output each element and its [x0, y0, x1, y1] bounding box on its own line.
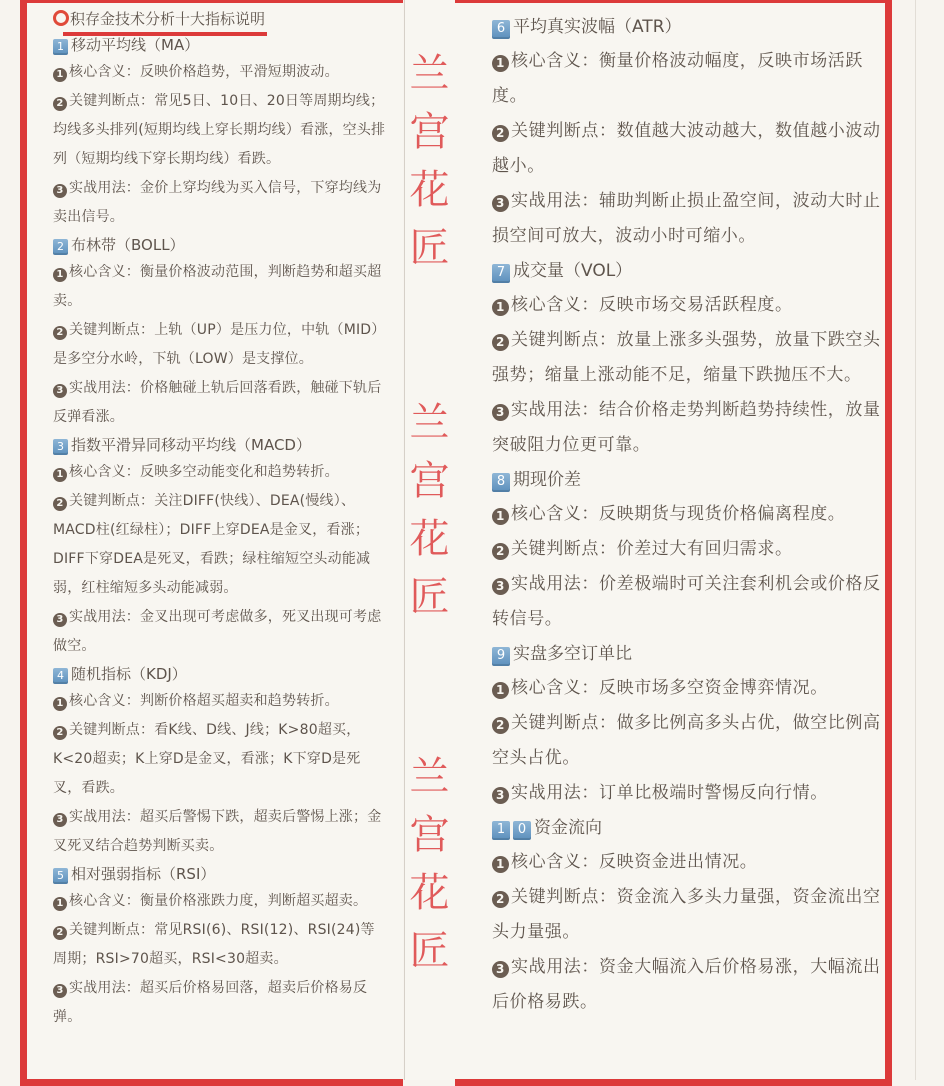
right-column	[492, 10, 884, 1020]
point-text: 关键判断点：放量上涨多头强势，放量下跌空头强势；缩量上涨动能不足，缩量下跌抛压不大。	[492, 330, 881, 385]
keycap-number-icon	[492, 463, 513, 497]
point-text: 实战用法：金价上穿均线为买入信号，下穿均线为卖出信号。	[53, 180, 382, 225]
left-sections	[53, 32, 388, 1032]
numbered-bullet-icon: 3	[492, 961, 509, 978]
point-text: 核心含义：反映资金进出情况。	[511, 852, 758, 872]
keycap-digit-icon: 5	[53, 868, 68, 884]
right-sections	[492, 10, 884, 1020]
section-title: 期现价差	[513, 470, 581, 490]
numbered-bullet-icon: 2	[492, 717, 509, 734]
indicator-point	[53, 316, 388, 374]
point-text: 核心含义：反映期货与现货价格偏离程度。	[511, 504, 846, 524]
indicator-point	[492, 880, 884, 950]
numbered-bullet-icon: 3	[53, 813, 67, 827]
keycap-digit-icon: 3	[53, 439, 68, 455]
keycap-digit-icon: 1	[53, 39, 68, 55]
watermark	[404, 748, 455, 980]
point-text: 核心含义：衡量价格波动范围，判断趋势和超买超卖。	[53, 264, 382, 309]
point-text: 关键判断点：常见5日、10日、20日等周期均线；均线多头排列(短期均线上穿长期均线）看涨，空头排列（短期均线下穿长期均线）看跌。	[53, 93, 386, 167]
indicator-section	[492, 463, 884, 637]
point-text: 实战用法：结合价格走势判断趋势持续性，放量突破阻力位更可靠。	[492, 400, 881, 455]
numbered-bullet-icon: 3	[492, 404, 509, 421]
indicator-section	[492, 637, 884, 811]
section-title: 移动平均线（MA）	[71, 36, 200, 54]
section-title: 布林带（BOLL）	[71, 236, 185, 254]
indicator-point	[492, 567, 884, 637]
numbered-bullet-icon: 3	[492, 787, 509, 804]
indicator-point	[53, 58, 388, 87]
indicator-point	[53, 803, 388, 861]
numbered-bullet-icon: 2	[53, 97, 67, 111]
section-title: 指数平滑异同移动平均线（MACD）	[71, 436, 311, 454]
numbered-bullet-icon: 1	[492, 508, 509, 525]
indicator-point	[53, 716, 388, 803]
point-text: 核心含义：判断价格超买超卖和趋势转折。	[69, 693, 339, 709]
section-heading	[492, 10, 884, 44]
point-text: 实战用法：超买后价格易回落，超卖后价格易反弹。	[53, 980, 368, 1025]
keycap-number-icon	[53, 861, 71, 887]
watermark-char: 宫	[409, 458, 450, 504]
point-text: 核心含义：反映多空动能变化和趋势转折。	[69, 464, 339, 480]
watermark	[404, 45, 455, 277]
indicator-point	[492, 671, 884, 706]
indicator-point	[53, 487, 388, 603]
edge-line	[915, 0, 916, 1080]
watermark-char: 宫	[409, 812, 450, 858]
indicator-section	[53, 232, 388, 432]
keycap-digit-icon: 7	[492, 264, 510, 283]
section-title: 相对强弱指标（RSI）	[71, 865, 216, 883]
numbered-bullet-icon: 1	[492, 55, 509, 72]
numbered-bullet-icon: 3	[53, 984, 67, 998]
section-heading	[53, 861, 388, 887]
point-text: 关键判断点：资金流入多头力量强，资金流出空头力量强。	[492, 887, 881, 942]
indicator-point	[53, 603, 388, 661]
keycap-digit-icon: 2	[53, 239, 68, 255]
indicator-section	[492, 10, 884, 254]
keycap-number-icon	[53, 661, 71, 687]
point-text: 实战用法：超买后警惕下跌，超卖后警惕上涨；金叉死叉结合趋势判断买卖。	[53, 809, 382, 854]
indicator-point	[492, 184, 884, 254]
numbered-bullet-icon: 3	[53, 184, 67, 198]
point-text: 关键判断点：看K线、D线、J线；K>80超买，K<20超卖；K上穿D是金叉，看涨；K下穿D是死叉，看跌。	[53, 722, 361, 796]
numbered-bullet-icon: 1	[53, 897, 67, 911]
numbered-bullet-icon: 2	[492, 125, 509, 142]
indicator-point	[492, 706, 884, 776]
indicator-point	[53, 887, 388, 916]
numbered-bullet-icon: 3	[492, 195, 509, 212]
indicator-section	[492, 254, 884, 463]
keycap-digit-icon: 8	[492, 473, 510, 492]
indicator-point	[492, 393, 884, 463]
indicator-point	[492, 288, 884, 323]
numbered-bullet-icon: 3	[53, 384, 67, 398]
section-title: 随机指标（KDJ）	[71, 665, 187, 683]
keycap-digit-icon: 9	[492, 647, 510, 666]
point-text: 核心含义：衡量价格波动幅度，反映市场活跃度。	[492, 51, 863, 106]
left-column	[53, 8, 388, 1032]
point-text: 实战用法：价格触碰上轨后回落看跌，触碰下轨后反弹看涨。	[53, 380, 382, 425]
point-text: 关键判断点：价差过大有回归需求。	[511, 539, 793, 559]
keycap-digit-icon: 4	[53, 668, 68, 684]
keycap-digit-icon: 1	[492, 821, 510, 840]
point-text: 实战用法：辅助判断止损止盈空间，波动大时止损空间可放大，波动小时可缩小。	[492, 191, 881, 246]
watermark-char: 兰	[409, 400, 450, 446]
indicator-point	[53, 258, 388, 316]
indicator-point	[492, 532, 884, 567]
indicator-point	[492, 44, 884, 114]
section-title: 平均真实波幅（ATR）	[513, 17, 682, 37]
red-ring-icon	[53, 10, 69, 26]
numbered-bullet-icon: 2	[53, 726, 67, 740]
keycap-number-icon	[492, 811, 534, 845]
numbered-bullet-icon: 2	[492, 543, 509, 560]
watermark-char: 匠	[409, 574, 450, 620]
section-title: 成交量（VOL）	[513, 261, 633, 281]
indicator-point	[53, 687, 388, 716]
point-text: 核心含义：衡量价格涨跌力度，判断超买超卖。	[69, 893, 368, 909]
indicator-point	[53, 374, 388, 432]
watermark-char: 花	[409, 870, 450, 916]
watermark-char: 匠	[409, 928, 450, 974]
point-text: 关键判断点：上轨（UP）是压力位，中轨（MID）是多空分水岭，下轨（LOW）是支撑位。	[53, 322, 386, 367]
numbered-bullet-icon: 1	[53, 268, 67, 282]
watermark-char: 兰	[409, 51, 450, 97]
watermark	[404, 394, 455, 626]
point-text: 关键判断点：做多比例高多头占优，做空比例高空头占优。	[492, 713, 881, 768]
numbered-bullet-icon: 1	[53, 468, 67, 482]
indicator-section	[53, 861, 388, 1032]
section-heading	[53, 232, 388, 258]
title-underline	[63, 32, 267, 36]
keycap-digit-icon: 6	[492, 20, 510, 39]
point-text: 关键判断点：关注DIFF(快线）、DEA(慢线）、MACD柱(红绿柱）；DIFF上穿DEA是金叉，看涨；DIFF下穿DEA是死叉，看跌；绿柱缩短空头动能减弱，红柱缩短多头动能减弱。	[53, 493, 371, 596]
indicator-section	[53, 661, 388, 861]
section-title: 实盘多空订单比	[513, 644, 632, 664]
numbered-bullet-icon: 2	[492, 334, 509, 351]
point-text: 关键判断点：数值越大波动越大，数值越小波动越小。	[492, 121, 881, 176]
indicator-point	[53, 458, 388, 487]
keycap-number-icon	[492, 637, 513, 671]
indicator-point	[492, 114, 884, 184]
numbered-bullet-icon: 1	[492, 856, 509, 873]
keycap-number-icon	[492, 254, 513, 288]
section-heading	[53, 661, 388, 687]
indicator-section	[53, 32, 388, 232]
numbered-bullet-icon: 3	[53, 613, 67, 627]
indicator-point	[492, 323, 884, 393]
keycap-number-icon	[53, 432, 71, 458]
watermark-char: 花	[409, 516, 450, 562]
indicator-point	[492, 950, 884, 1020]
section-title: 资金流向	[534, 818, 602, 838]
keycap-number-icon	[492, 10, 513, 44]
indicator-point	[53, 974, 388, 1032]
section-heading	[492, 637, 884, 671]
indicator-point	[53, 87, 388, 174]
watermark-char: 宫	[409, 109, 450, 155]
indicator-point	[492, 776, 884, 811]
point-text: 核心含义：反映市场交易活跃程度。	[511, 295, 793, 315]
numbered-bullet-icon: 1	[53, 68, 67, 82]
section-heading	[492, 463, 884, 497]
point-text: 实战用法：价差极端时可关注套利机会或价格反转信号。	[492, 574, 881, 629]
section-heading	[53, 432, 388, 458]
point-text: 实战用法：订单比极端时警惕反向行情。	[511, 783, 828, 803]
indicator-point	[492, 845, 884, 880]
numbered-bullet-icon: 1	[492, 299, 509, 316]
point-text: 实战用法：资金大幅流入后价格易涨，大幅流出后价格易跌。	[492, 957, 881, 1012]
section-heading	[492, 254, 884, 288]
point-text: 核心含义：反映价格趋势，平滑短期波动。	[69, 64, 339, 80]
numbered-bullet-icon: 3	[492, 578, 509, 595]
watermark-char: 花	[409, 167, 450, 213]
numbered-bullet-icon: 2	[53, 926, 67, 940]
keycap-number-icon	[53, 232, 71, 258]
point-text: 实战用法：金叉出现可考虑做多，死叉出现可考虑做空。	[53, 609, 382, 654]
numbered-bullet-icon: 1	[492, 682, 509, 699]
keycap-digit-icon: 0	[513, 821, 531, 840]
numbered-bullet-icon: 2	[53, 497, 67, 511]
indicator-point	[53, 916, 388, 974]
point-text: 关键判断点：常见RSI(6)、RSI(12)、RSI(24)等周期；RSI>70超买，RSI<30超卖。	[53, 922, 375, 967]
page-title	[53, 8, 265, 32]
indicator-point	[492, 497, 884, 532]
indicator-section	[53, 432, 388, 661]
indicator-point	[53, 174, 388, 232]
numbered-bullet-icon: 2	[492, 891, 509, 908]
watermark-char: 兰	[409, 754, 450, 800]
indicator-section	[492, 811, 884, 1020]
point-text: 核心含义：反映市场多空资金博弈情况。	[511, 678, 828, 698]
numbered-bullet-icon: 2	[53, 326, 67, 340]
section-heading	[492, 811, 884, 845]
watermark-char: 匠	[409, 225, 450, 271]
title-text: 积存金技术分析十大指标说明	[70, 10, 266, 28]
numbered-bullet-icon: 1	[53, 697, 67, 711]
